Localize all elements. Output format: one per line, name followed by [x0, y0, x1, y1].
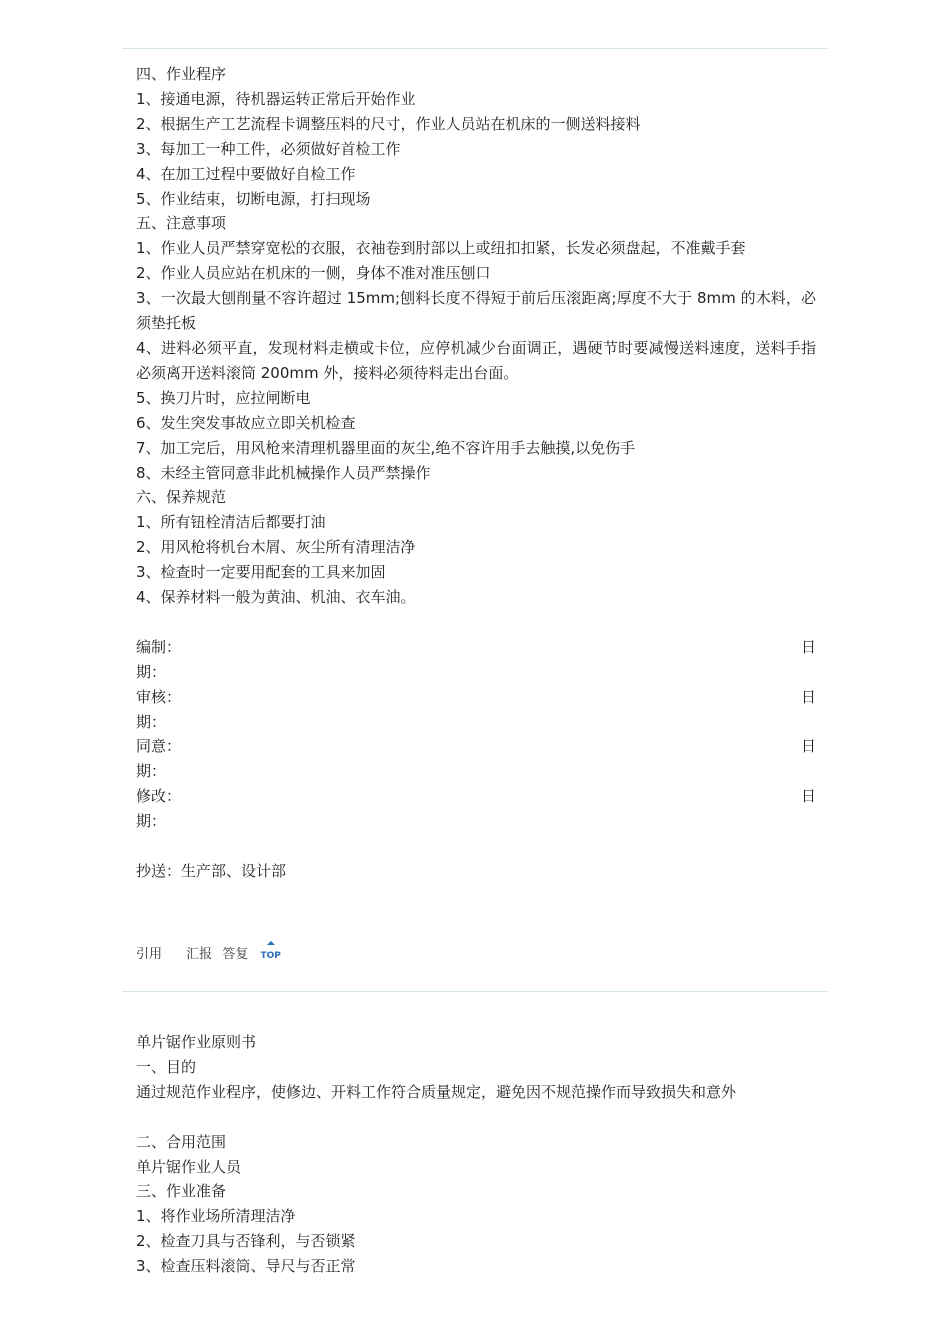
quote-link[interactable]: 引用	[136, 946, 163, 962]
list-item: 7、加工完后，用风枪来清理机器里面的灰尘,绝不容许用手去触摸,以免伤手	[136, 438, 636, 457]
signoff-row-approved	[136, 734, 816, 759]
heading-scope: 二、合用范围	[136, 1132, 227, 1151]
heading-maintenance: 六、保养规范	[136, 488, 227, 507]
signoff-date-char: 日	[800, 737, 816, 756]
signoff-date-rest: 期：	[136, 762, 167, 781]
reply-link[interactable]: 答复	[222, 946, 249, 962]
spacer	[136, 1105, 816, 1130]
list-item: 2、检查刀具与否锋利，与否锁紧	[136, 1232, 356, 1251]
paragraph: 单片锯作业人员	[136, 1157, 242, 1176]
list-item: 1、接通电源，待机器运转正常后开始作业	[136, 89, 416, 108]
list-item: 5、作业结束，切断电源，打扫现场	[136, 189, 371, 208]
signoff-label: 编制：	[136, 637, 182, 656]
signoff-label: 审核：	[136, 687, 182, 706]
list-item: 4、进料必须平直，发现材料走横或卡位，应停机减少台面调正，遇硬节时要减慢送料速度，送料手指必须离开送料滚筒 200mm 外，接料必须待料走出台面。	[136, 338, 816, 382]
back-to-top-icon[interactable]: TOP	[260, 941, 280, 966]
list-item: 8、未经主管同意非此机械操作人员严禁操作	[136, 463, 431, 482]
heading-purpose: 一、目的	[136, 1057, 197, 1076]
list-item: 3、每加工一种工件，必须做好首检工作	[136, 139, 401, 158]
doc-title: 单片锯作业原则书	[136, 1033, 257, 1051]
list-item: 4、在加工过程中要做好自检工作	[136, 164, 356, 183]
signoff-date-char: 日	[800, 787, 816, 806]
signoff-date-rest: 期：	[136, 712, 167, 731]
heading-procedure: 四、作业程序	[136, 65, 227, 83]
list-item: 1、将作业场所清理洁净	[136, 1207, 296, 1226]
signoff-date-char: 日	[800, 637, 816, 656]
list-item: 3、检查压料滚筒、导尺与否正常	[136, 1257, 356, 1276]
procedure-section	[136, 62, 816, 884]
list-item: 2、用风枪将机台木屑、灰尘所有清理洁净	[136, 538, 416, 557]
single-saw-section	[136, 1030, 816, 1279]
report-link[interactable]: 汇报	[186, 946, 213, 962]
signoff-row-compiled	[136, 635, 816, 660]
signoff-label: 修改：	[136, 787, 182, 806]
cc-line: 抄送：生产部、设计部	[136, 861, 287, 880]
signoff-row-reviewed	[136, 685, 816, 710]
list-item: 1、所有钮栓清洁后都要打油	[136, 513, 326, 532]
list-item: 4、保养材料一般为黄油、机油、衣车油。	[136, 588, 416, 607]
signoff-block	[136, 635, 816, 834]
post-divider	[122, 991, 828, 992]
signoff-row-revised	[136, 784, 816, 809]
list-item: 6、发生突发事故应立即关机检查	[136, 413, 356, 432]
list-item: 3、一次最大刨削量不容许超过 15mm;刨料长度不得短于前后压滚距离;厚度不大于 8mm 的木料，必须垫托板	[136, 289, 816, 333]
signoff-label: 同意：	[136, 737, 182, 756]
list-item: 2、根据生产工艺流程卡调整压料的尺寸，作业人员站在机床的一侧送料接料	[136, 114, 641, 133]
paragraph: 通过规范作业程序，使修边、开料工作符合质量规定，避免因不规范操作而导致损失和意外	[136, 1082, 737, 1101]
list-item: 5、换刀片时，应拉闸断电	[136, 388, 311, 407]
signoff-date-rest: 期：	[136, 812, 167, 831]
signoff-date-char: 日	[800, 687, 816, 706]
spacer	[136, 834, 816, 859]
list-item: 2、作业人员应站在机床的一侧，身体不准对准压刨口	[136, 264, 491, 283]
heading-precautions: 五、注意事项	[136, 214, 227, 233]
heading-preparation: 三、作业准备	[136, 1182, 227, 1201]
list-item: 1、作业人员严禁穿宽松的衣服，衣袖卷到肘部以上或纽扣扣紧，长发必须盘起，不准戴手套	[136, 239, 746, 258]
list-item: 3、检查时一定要用配套的工具来加固	[136, 563, 386, 582]
top-divider	[122, 48, 828, 49]
signoff-date-rest: 期：	[136, 662, 167, 681]
post-actions	[136, 942, 281, 967]
spacer	[136, 610, 816, 635]
